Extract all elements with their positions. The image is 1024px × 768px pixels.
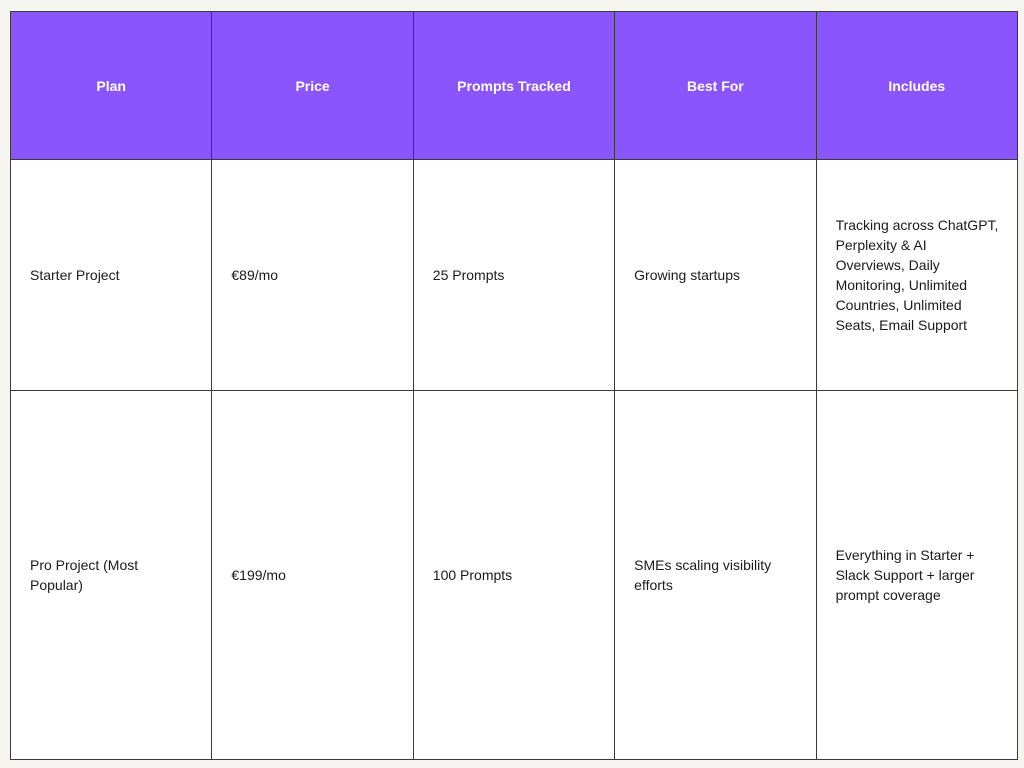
header-prompts-tracked: Prompts Tracked: [413, 12, 614, 160]
cell-includes: Everything in Starter + Slack Support + larger prompt coverage: [816, 391, 1017, 760]
header-price: Price: [212, 12, 413, 160]
cell-price: €89/mo: [212, 160, 413, 391]
cell-plan: Pro Project (Most Popular): [11, 391, 212, 760]
cell-price: €199/mo: [212, 391, 413, 760]
pricing-table: [10, 11, 1018, 760]
cell-prompts-tracked: 25 Prompts: [413, 160, 614, 391]
header-includes: Includes: [816, 12, 1017, 160]
cell-best-for: Growing startups: [615, 160, 816, 391]
header-plan: Plan: [11, 12, 212, 160]
cell-prompts-tracked: 100 Prompts: [413, 391, 614, 760]
table-row: [11, 160, 1018, 391]
cell-best-for: SMEs scaling visibility efforts: [615, 391, 816, 760]
header-row: [11, 12, 1018, 160]
table-body: [11, 160, 1018, 760]
cell-includes: Tracking across ChatGPT, Perplexity & AI Overviews, Daily Monitoring, Unlimited Countries, Unlimited Seats, Email Support: [816, 160, 1017, 391]
cell-plan: Starter Project: [11, 160, 212, 391]
table-row: [11, 391, 1018, 760]
header-best-for: Best For: [615, 12, 816, 160]
table-header: [11, 12, 1018, 160]
